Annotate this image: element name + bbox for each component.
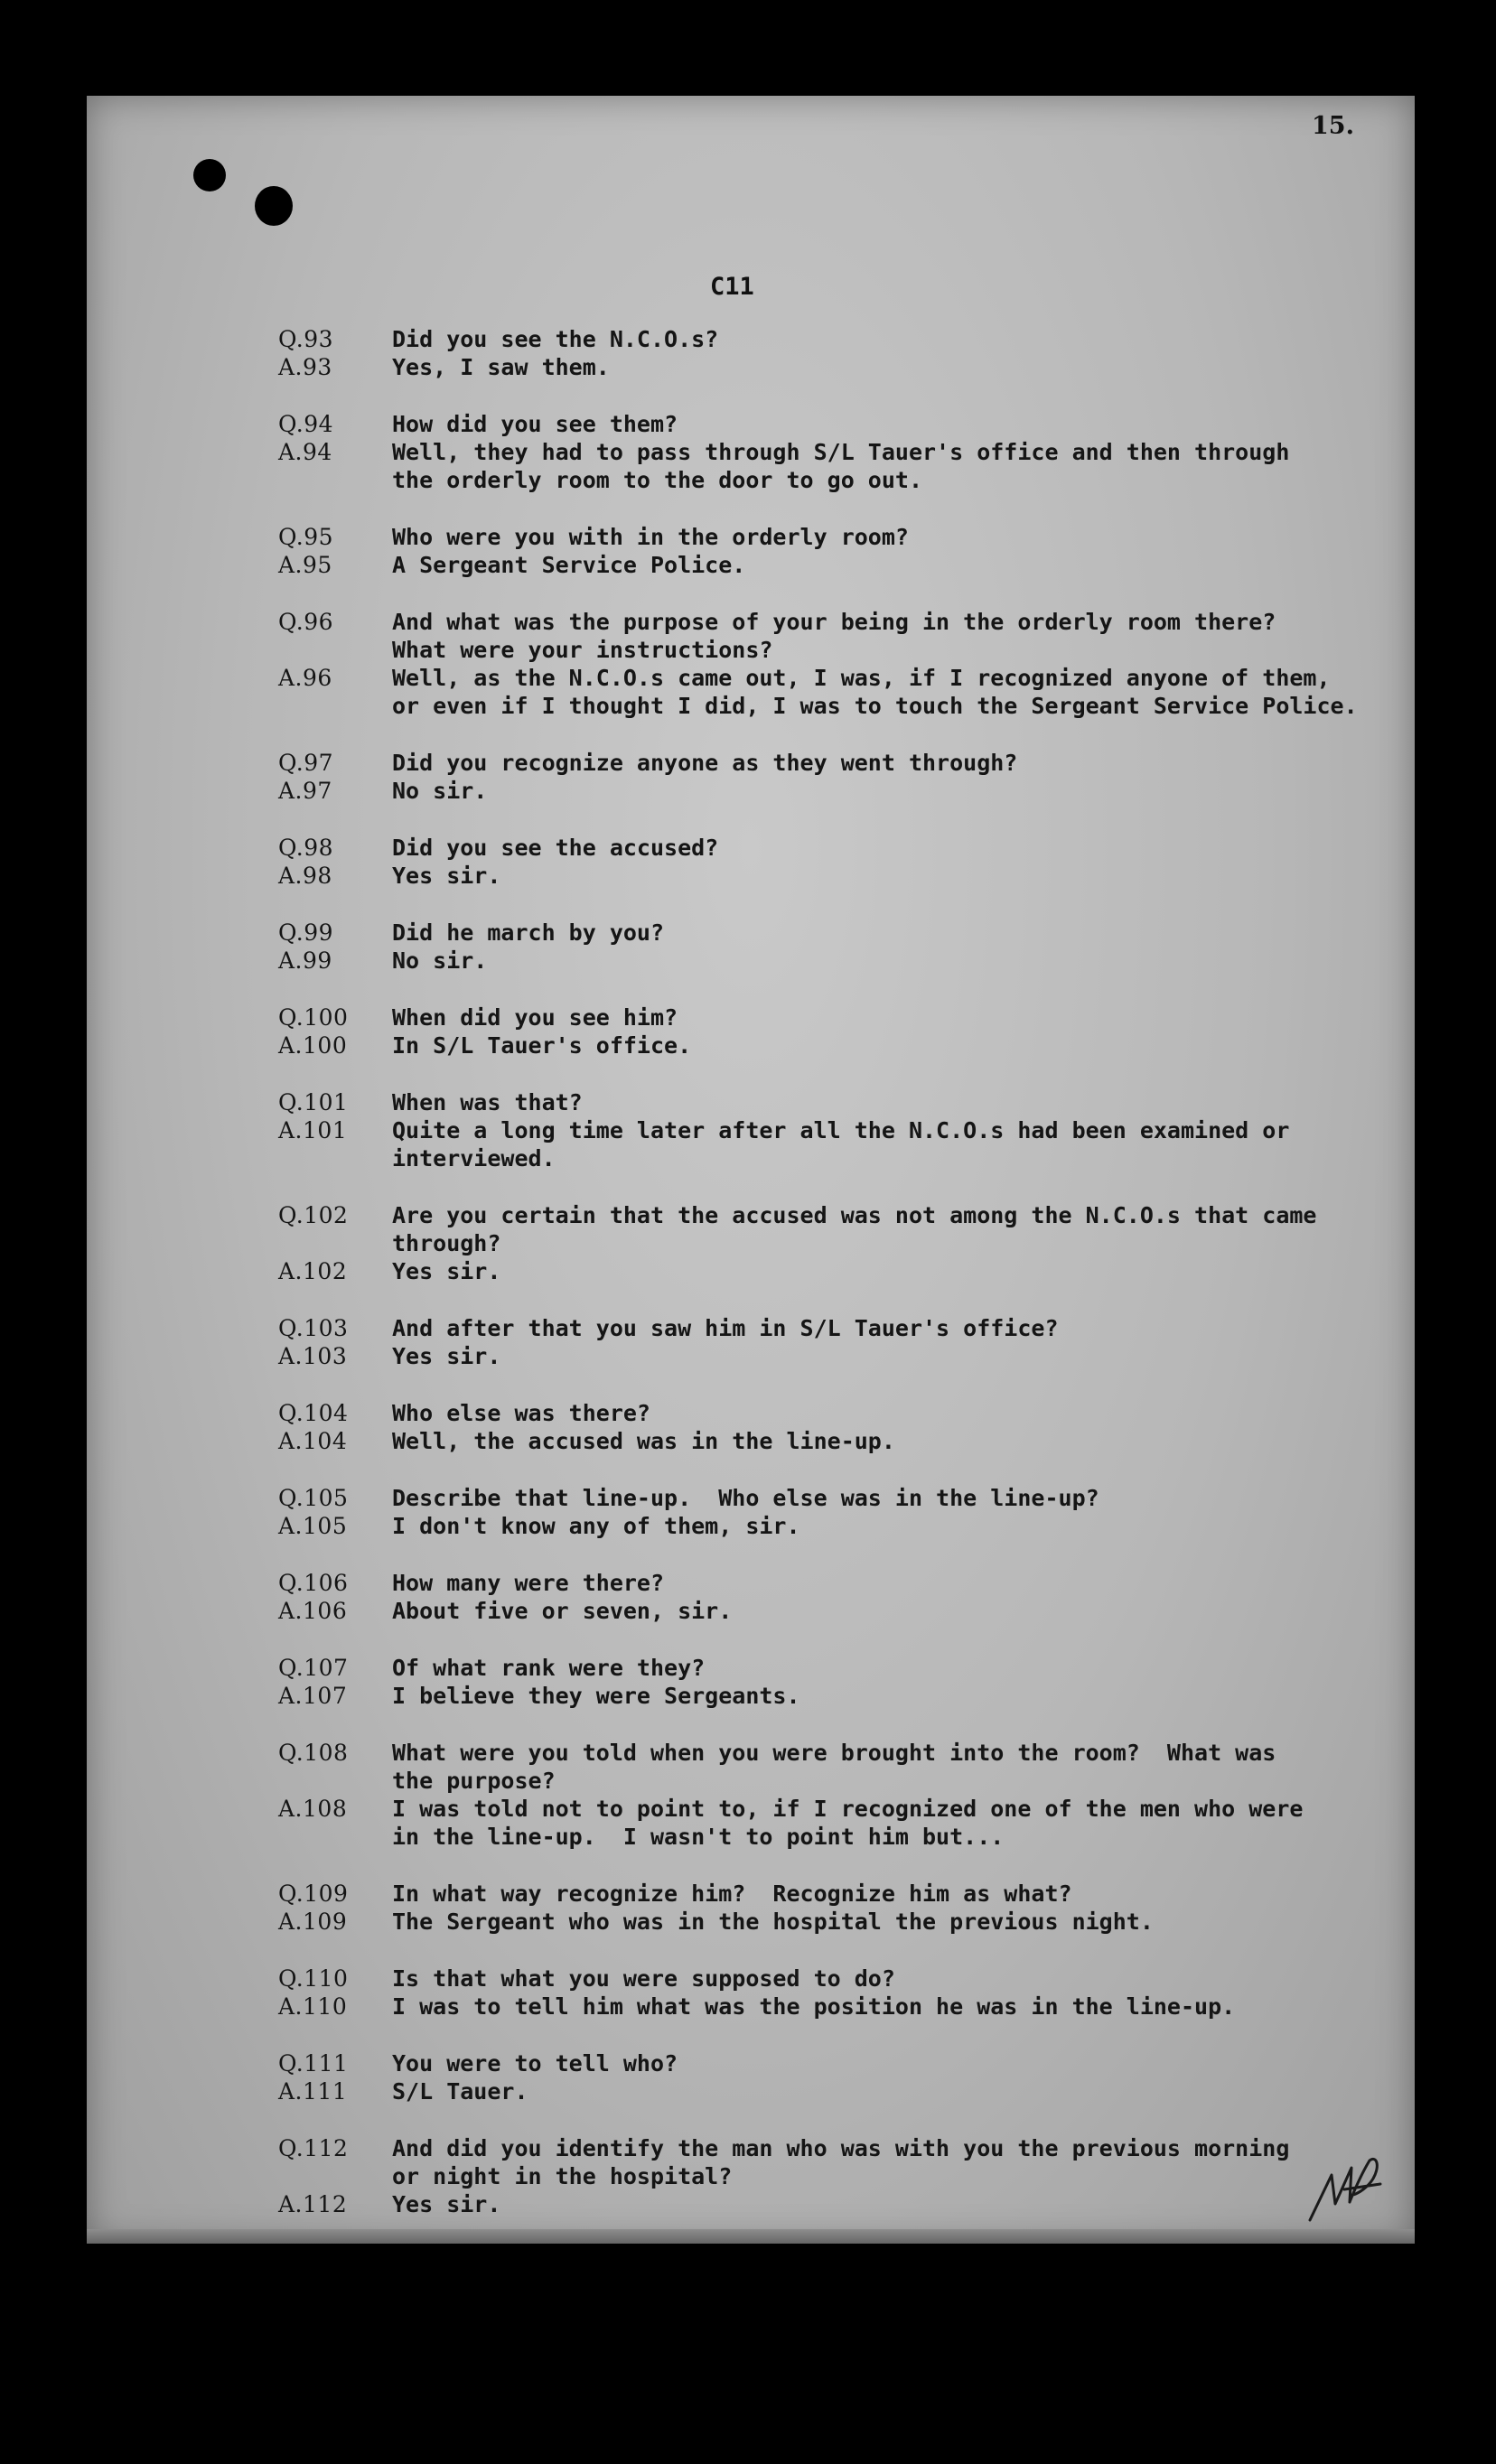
line-text: Of what rank were they? bbox=[392, 1655, 706, 1681]
qa-block bbox=[278, 1399, 1398, 1455]
transcript-line bbox=[278, 919, 1398, 947]
qa-block bbox=[278, 919, 1398, 975]
line-text: Did you recognize anyone as they went through? bbox=[392, 750, 1018, 776]
line-text: the purpose? bbox=[392, 1768, 556, 1794]
line-text: Yes sir. bbox=[392, 1343, 501, 1369]
qa-block bbox=[278, 1484, 1398, 1540]
line-text: S/L Tauer. bbox=[392, 2078, 528, 2105]
line-text: How many were there? bbox=[392, 1570, 665, 1596]
line-label: Q.109 bbox=[278, 1881, 349, 1907]
transcript-line bbox=[278, 1088, 1398, 1116]
line-text: I was told not to point to, if I recognized one of the men who were bbox=[392, 1796, 1304, 1822]
transcript-line bbox=[278, 410, 1398, 438]
line-text: Did you see the accused? bbox=[392, 835, 719, 861]
line-text: Yes sir. bbox=[392, 863, 501, 889]
line-text: Are you certain that the accused was not among the N.C.O.s that came bbox=[392, 1202, 1317, 1228]
page-number: 15. bbox=[1312, 112, 1354, 140]
line-label: A.100 bbox=[278, 1032, 348, 1059]
line-label: A.94 bbox=[278, 439, 332, 465]
line-text: I believe they were Sergeants. bbox=[392, 1683, 800, 1709]
transcript-line bbox=[278, 1257, 1398, 1285]
transcript-line bbox=[278, 1993, 1398, 2021]
transcript-line bbox=[278, 2077, 1398, 2105]
line-text: You were to tell who? bbox=[392, 2050, 678, 2077]
line-text: interviewed. bbox=[392, 1145, 556, 1171]
qa-block bbox=[278, 749, 1398, 805]
line-label: Q.93 bbox=[278, 326, 334, 352]
line-text: How did you see them? bbox=[392, 411, 678, 437]
line-label: Q.108 bbox=[278, 1740, 349, 1766]
line-label: A.111 bbox=[278, 2078, 348, 2105]
line-label: Q.110 bbox=[278, 1965, 349, 1992]
page-heading: C11 bbox=[710, 273, 754, 301]
line-label: Q.98 bbox=[278, 835, 334, 861]
qa-block bbox=[278, 1569, 1398, 1625]
qa-block bbox=[278, 1965, 1398, 2021]
transcript-line bbox=[278, 1427, 1398, 1455]
qa-block bbox=[278, 1003, 1398, 1059]
transcript-line bbox=[278, 777, 1398, 805]
line-label: Q.112 bbox=[278, 2135, 349, 2161]
line-label: A.106 bbox=[278, 1598, 348, 1624]
punch-hole bbox=[255, 186, 293, 226]
transcript-line bbox=[278, 1314, 1398, 1342]
qa-block bbox=[278, 1201, 1398, 1285]
line-label: Q.102 bbox=[278, 1202, 349, 1228]
line-text: The Sergeant who was in the hospital the previous night. bbox=[392, 1909, 1154, 1935]
line-label: A.108 bbox=[278, 1796, 348, 1822]
transcript-line bbox=[278, 1201, 1398, 1229]
qa-block bbox=[278, 834, 1398, 890]
transcript-line bbox=[278, 1739, 1398, 1767]
transcript-line bbox=[278, 1031, 1398, 1059]
page-edge bbox=[87, 2229, 1415, 2244]
line-text: Yes, I saw them. bbox=[392, 354, 610, 380]
line-text: No sir. bbox=[392, 947, 488, 974]
line-text: Describe that line-up. Who else was in the line-up? bbox=[392, 1485, 1099, 1511]
transcript-line bbox=[278, 1569, 1398, 1597]
transcript-line bbox=[278, 2190, 1398, 2218]
line-label bbox=[278, 1823, 392, 1851]
line-text: Who else was there? bbox=[392, 1400, 650, 1426]
transcript-line bbox=[278, 1767, 1398, 1795]
line-label: A.112 bbox=[278, 2191, 348, 2217]
line-text: Yes sir. bbox=[392, 1258, 501, 1284]
transcript-line bbox=[278, 862, 1398, 890]
transcript-line bbox=[278, 1597, 1398, 1625]
line-label: Q.103 bbox=[278, 1315, 349, 1341]
line-text: Did you see the N.C.O.s? bbox=[392, 326, 719, 352]
transcript-line bbox=[278, 1880, 1398, 1908]
qa-block bbox=[278, 1314, 1398, 1370]
line-label: A.103 bbox=[278, 1343, 348, 1369]
line-text: When did you see him? bbox=[392, 1004, 678, 1031]
line-label: A.99 bbox=[278, 947, 332, 974]
qa-block bbox=[278, 523, 1398, 579]
line-text: through? bbox=[392, 1230, 501, 1256]
line-label bbox=[278, 466, 392, 494]
line-label: Q.100 bbox=[278, 1004, 349, 1031]
line-text: the orderly room to the door to go out. bbox=[392, 467, 922, 493]
line-text: And after that you saw him in S/L Tauer's office? bbox=[392, 1315, 1059, 1341]
transcript-line bbox=[278, 692, 1398, 720]
transcript-line bbox=[278, 1654, 1398, 1682]
line-label: A.101 bbox=[278, 1117, 348, 1143]
line-label: A.104 bbox=[278, 1428, 348, 1454]
transcript-line bbox=[278, 1484, 1398, 1512]
transcript-line bbox=[278, 608, 1398, 636]
transcript-line bbox=[278, 834, 1398, 862]
line-label: Q.101 bbox=[278, 1089, 349, 1115]
transcript-line bbox=[278, 1823, 1398, 1851]
transcript-line bbox=[278, 947, 1398, 975]
transcript-line bbox=[278, 523, 1398, 551]
line-text: Well, the accused was in the line-up. bbox=[392, 1428, 895, 1454]
transcript-line bbox=[278, 749, 1398, 777]
line-label: A.110 bbox=[278, 1993, 348, 2020]
line-text: Quite a long time later after all the N.C.O.s had been examined or bbox=[392, 1117, 1290, 1143]
qa-block bbox=[278, 1654, 1398, 1710]
line-label: Q.95 bbox=[278, 524, 334, 550]
line-label: Q.99 bbox=[278, 919, 334, 946]
line-text: Did he march by you? bbox=[392, 919, 665, 946]
line-label: A.93 bbox=[278, 354, 332, 380]
transcript-line bbox=[278, 1512, 1398, 1540]
line-label: A.102 bbox=[278, 1258, 348, 1284]
line-text: Yes sir. bbox=[392, 2191, 501, 2217]
line-text: or even if I thought I did, I was to touch the Sergeant Service Police. bbox=[392, 693, 1358, 719]
transcript bbox=[278, 325, 1398, 2247]
transcript-line bbox=[278, 325, 1398, 353]
transcript-line bbox=[278, 2162, 1398, 2190]
scanned-page bbox=[87, 96, 1415, 2244]
line-text: And did you identify the man who was with you the previous morning bbox=[392, 2135, 1290, 2161]
line-text: What were you told when you were brought into the room? What was bbox=[392, 1740, 1276, 1766]
line-label: A.109 bbox=[278, 1909, 348, 1935]
line-label: Q.105 bbox=[278, 1485, 349, 1511]
line-label: Q.96 bbox=[278, 609, 334, 635]
transcript-line bbox=[278, 1342, 1398, 1370]
transcript-line bbox=[278, 2049, 1398, 2077]
transcript-line bbox=[278, 636, 1398, 664]
line-text: And what was the purpose of your being in the orderly room there? bbox=[392, 609, 1276, 635]
transcript-line bbox=[278, 1795, 1398, 1823]
line-label: Q.107 bbox=[278, 1655, 349, 1681]
line-text: I was to tell him what was the position he was in the line-up. bbox=[392, 1993, 1236, 2020]
transcript-line bbox=[278, 1908, 1398, 1936]
transcript-line bbox=[278, 551, 1398, 579]
line-text: In S/L Tauer's office. bbox=[392, 1032, 692, 1059]
transcript-line bbox=[278, 1144, 1398, 1172]
punch-hole bbox=[193, 159, 226, 191]
line-text: in the line-up. I wasn't to point him but... bbox=[392, 1824, 1005, 1850]
transcript-line bbox=[278, 1965, 1398, 1993]
line-text: Who were you with in the orderly room? bbox=[392, 524, 909, 550]
line-text: What were your instructions? bbox=[392, 637, 773, 663]
transcript-line bbox=[278, 353, 1398, 381]
qa-block bbox=[278, 410, 1398, 494]
line-text: Well, they had to pass through S/L Tauer's office and then through bbox=[392, 439, 1290, 465]
line-text: A Sergeant Service Police. bbox=[392, 552, 746, 578]
line-label bbox=[278, 636, 392, 664]
line-label bbox=[278, 692, 392, 720]
transcript-line bbox=[278, 1116, 1398, 1144]
line-label bbox=[278, 2162, 392, 2190]
qa-block bbox=[278, 2049, 1398, 2105]
line-text: I don't know any of them, sir. bbox=[392, 1513, 800, 1539]
qa-block bbox=[278, 325, 1398, 381]
line-label: A.107 bbox=[278, 1683, 348, 1709]
line-text: In what way recognize him? Recognize him as what? bbox=[392, 1881, 1072, 1907]
transcript-line bbox=[278, 1003, 1398, 1031]
line-text: No sir. bbox=[392, 778, 488, 804]
line-label: Q.97 bbox=[278, 750, 334, 776]
line-label: Q.104 bbox=[278, 1400, 349, 1426]
line-label: A.98 bbox=[278, 863, 332, 889]
transcript-line bbox=[278, 466, 1398, 494]
line-label: A.97 bbox=[278, 778, 332, 804]
line-text: When was that? bbox=[392, 1089, 583, 1115]
transcript-line bbox=[278, 1229, 1398, 1257]
transcript-line bbox=[278, 664, 1398, 692]
line-label: A.105 bbox=[278, 1513, 348, 1539]
qa-block bbox=[278, 1088, 1398, 1172]
qa-block bbox=[278, 2134, 1398, 2218]
line-text: About five or seven, sir. bbox=[392, 1598, 733, 1624]
line-text: or night in the hospital? bbox=[392, 2163, 733, 2189]
qa-block bbox=[278, 608, 1398, 720]
transcript-line bbox=[278, 1682, 1398, 1710]
line-label: Q.111 bbox=[278, 2050, 349, 2077]
handwritten-initials bbox=[1304, 2148, 1386, 2229]
qa-block bbox=[278, 1880, 1398, 1936]
line-label: A.95 bbox=[278, 552, 332, 578]
line-label bbox=[278, 1144, 392, 1172]
line-label bbox=[278, 1229, 392, 1257]
line-text: Is that what you were supposed to do? bbox=[392, 1965, 895, 1992]
line-label bbox=[278, 1767, 392, 1795]
transcript-line bbox=[278, 438, 1398, 466]
line-label: A.96 bbox=[278, 665, 332, 691]
line-label: Q.94 bbox=[278, 411, 334, 437]
qa-block bbox=[278, 1739, 1398, 1851]
transcript-line bbox=[278, 1399, 1398, 1427]
line-text: Well, as the N.C.O.s came out, I was, if I recognized anyone of them, bbox=[392, 665, 1331, 691]
transcript-line bbox=[278, 2134, 1398, 2162]
line-label: Q.106 bbox=[278, 1570, 349, 1596]
